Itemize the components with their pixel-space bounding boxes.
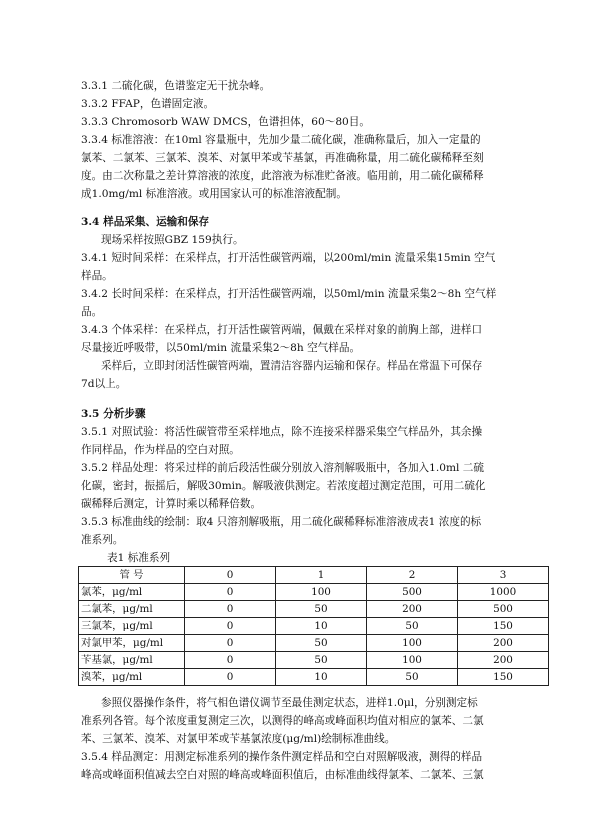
section-3-4-3: 3.4.3 个体采样：在采样点，打开活性碳管两端，佩戴在采样对象的前胸上部，进样口	[81, 324, 483, 336]
paragraph-line: 现场采样按照GBZ 159执行。	[101, 234, 244, 246]
table-cell: 200	[458, 652, 549, 669]
table-cell: 0	[185, 635, 276, 652]
table-cell: 氯苯，μg/ml	[79, 584, 185, 601]
standard-series-table	[78, 566, 549, 686]
table-cell: 0	[185, 601, 276, 618]
section-3-5-3: 3.5.3 标准曲线的绘制：取4 只溶剂解吸瓶，用二硫化碳稀释标准溶液成表1 浓度的标	[81, 516, 482, 528]
table-cell: 对氯甲苯，μg/ml	[79, 635, 185, 652]
paragraph-line: 苯、三氯苯、溴苯、对氯甲苯或苄基氯浓度(μg/ml)绘制标准曲线。	[81, 733, 396, 745]
paragraph-line: 采样后，立即封闭活性碳管两端，置清洁容器内运输和保存。样品在常温下可保存	[101, 360, 483, 372]
section-heading-3-4: 3.4 样品采集、运输和保存	[81, 216, 210, 228]
paragraph-line: 品。	[81, 306, 103, 318]
table-cell: 50	[276, 635, 367, 652]
table-cell: 50	[276, 652, 367, 669]
table-cell: 200	[458, 635, 549, 652]
section-3-3-4: 3.3.4 标准溶液：在10ml 容量瓶中，先加少量二硫化碳，准确称量后，加入一定量的	[81, 134, 481, 146]
table-cell: 500	[367, 584, 458, 601]
table-cell: 150	[458, 669, 549, 686]
section-3-3-2: 3.3.2 FFAP，色谱固定液。	[81, 98, 215, 110]
paragraph-line: 尽量接近呼吸带，以50ml/min 流量采集2～8h 空气样品。	[81, 342, 361, 354]
paragraph-line: 作同样品，作为样品的空白对照。	[81, 444, 240, 456]
table-cell: 50	[367, 669, 458, 686]
paragraph-line: 准系列各管。每个浓度重复测定三次，以测得的峰高或峰面积均值对相应的氯苯、二氯	[81, 715, 484, 727]
section-heading-3-5: 3.5 分析步骤	[81, 408, 146, 420]
section-3-4-1: 3.4.1 短时间采样：在采样点，打开活性碳管两端，以200ml/min 流量采集15min 空气	[81, 252, 496, 264]
table-cell: 100	[276, 584, 367, 601]
table-row	[79, 652, 549, 669]
table-cell: 苄基氯，μg/ml	[79, 652, 185, 669]
table-cell: 100	[367, 652, 458, 669]
paragraph-line: 准系列。	[81, 534, 124, 546]
table-row	[79, 635, 549, 652]
paragraph-line: 碳稀释后测定，计算时乘以稀释倍数。	[81, 498, 262, 510]
table-cell: 50	[276, 601, 367, 618]
table-header-cell: 0	[185, 567, 276, 584]
table-cell: 10	[276, 669, 367, 686]
section-3-3-1: 3.3.1 二硫化碳，色谱鉴定无干扰杂峰。	[81, 80, 271, 92]
table-row	[79, 618, 549, 635]
table-cell: 10	[276, 618, 367, 635]
paragraph-line: 样品。	[81, 270, 113, 282]
section-3-4-2: 3.4.2 长时间采样：在采样点，打开活性碳管两端，以50ml/min 流量采集2～8h 空气样	[81, 288, 497, 300]
table-cell: 0	[185, 584, 276, 601]
table-cell: 100	[367, 635, 458, 652]
table-cell: 三氯苯，μg/ml	[79, 618, 185, 635]
paragraph-line: 参照仪器操作条件，将气相色谱仪调节至最佳测定状态，进样1.0μl，分别测定标	[101, 697, 478, 709]
table-cell: 二氯苯，μg/ml	[79, 601, 185, 618]
table-cell: 200	[367, 601, 458, 618]
table-cell: 0	[185, 669, 276, 686]
section-3-3-3: 3.3.3 Chromosorb WAW DMCS，色谱担体，60～80目。	[81, 116, 370, 128]
table-header-cell: 2	[367, 567, 458, 584]
table-row	[79, 669, 549, 686]
table-header-cell: 3	[458, 567, 549, 584]
paragraph-line: 7d以上。	[81, 378, 127, 390]
table-cell: 1000	[458, 584, 549, 601]
table-cell: 0	[185, 652, 276, 669]
table-cell: 溴苯，μg/ml	[79, 669, 185, 686]
section-3-5-4: 3.5.4 样品测定：用测定标准系列的操作条件测定样品和空白对照解吸液，测得的样品	[81, 751, 483, 763]
table-header-cell: 管 号	[79, 567, 185, 584]
table-row	[79, 601, 549, 618]
section-3-5-1: 3.5.1 对照试验：将活性碳管带至采样地点，除不连接采样器采集空气样品外，其余操	[81, 426, 483, 438]
table-cell: 50	[367, 618, 458, 635]
table-caption: 表1 标准系列	[107, 552, 171, 564]
section-3-5-2: 3.5.2 样品处理：将采过样的前后段活性碳分别放入溶剂解吸瓶中，各加入1.0ml 二硫	[81, 462, 484, 474]
paragraph-line: 峰高或峰面积值减去空白对照的峰高或峰面积值后，由标准曲线得氯苯、二氯苯、三氯	[81, 769, 484, 781]
paragraph-line: 度。由二次称量之差计算溶液的浓度，此溶液为标准贮备液。临用前，用二硫化碳稀释	[81, 170, 484, 182]
table-header-cell: 1	[276, 567, 367, 584]
paragraph-line: 成1.0mg/ml 标准溶液。或用国家认可的标准溶液配制。	[81, 188, 347, 200]
paragraph-line: 氯苯、二氯苯、三氯苯、溴苯、对氯甲苯或苄基氯，再准确称量，用二硫化碳稀释至刻	[81, 152, 484, 164]
paragraph-line: 化碳，密封，振摇后，解吸30min。解吸液供测定。若浓度超过测定范围，可用二硫化	[81, 480, 486, 492]
table-cell: 150	[458, 618, 549, 635]
table-row	[79, 584, 549, 601]
table-cell: 0	[185, 618, 276, 635]
table-cell: 500	[458, 601, 549, 618]
table-header-row	[79, 567, 549, 584]
